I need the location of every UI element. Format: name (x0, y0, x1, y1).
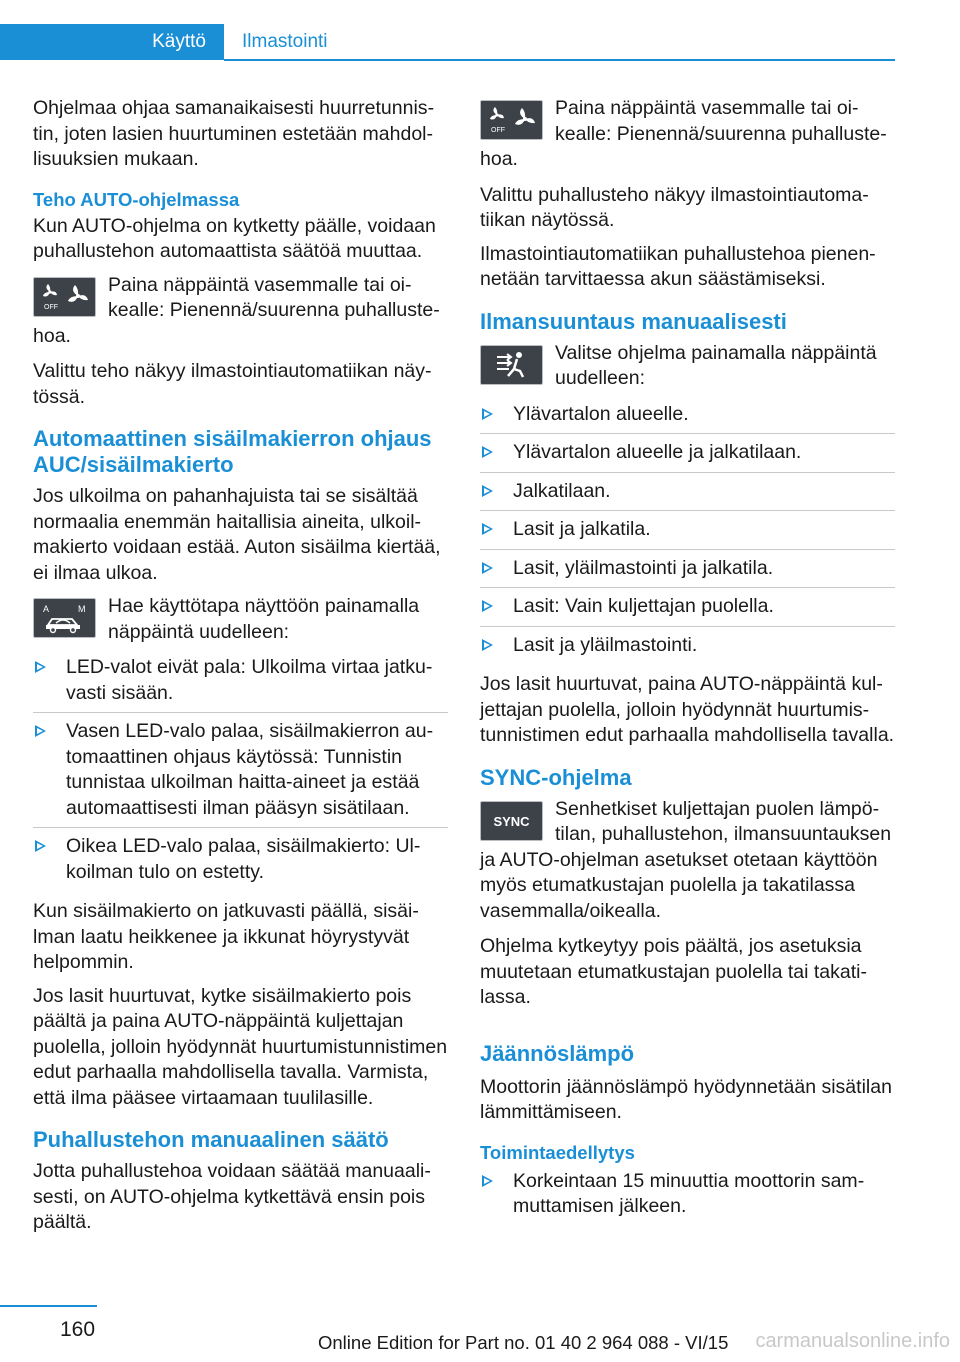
list-item: Lasit: Vain kuljettajan puolella. (480, 594, 895, 627)
footer-rule (0, 1305, 97, 1307)
page-number: 160 (60, 1318, 96, 1341)
triangle-bullet-icon (482, 639, 493, 651)
list-item: Lasit ja yläilmastointi. (480, 633, 895, 665)
list-item: Korkeintaan 15 minuuttia moottorin sammuttamisen jälkeen. (480, 1169, 895, 1226)
triangle-bullet-icon (482, 1175, 493, 1187)
button-instruction-fan (33, 273, 448, 350)
paragraph: Moottorin jäännöslämpö hyödynnetään sisätilan lämmittämiseen. (480, 1075, 892, 1123)
heading-ilmansuuntaus: Ilmansuuntaus manuaalisesti (480, 308, 787, 334)
triangle-bullet-icon (482, 485, 493, 497)
svg-text:SYNC: SYNC (493, 813, 530, 829)
triangle-bullet-icon (482, 408, 493, 420)
triangle-bullet-icon (482, 523, 493, 535)
list-item: Lasit ja jalkatila. (480, 517, 895, 550)
paragraph: Jotta puhallustehoa voidaan säätää manuaalisesti, on AUTO-ohjelma kytkettävä ensin pois päältä. (33, 1160, 431, 1233)
fan-off-icon (34, 278, 95, 316)
list-item: Ylävartalon alueelle ja jalkatilaan. (480, 440, 895, 473)
air-distribution-icon (481, 346, 542, 384)
subheading-teho: Teho AUTO-ohjelmassa (33, 188, 240, 210)
list-item: Lasit, yläilmastointi ja jalkatila. (480, 556, 895, 589)
watermark: carmanualsonline.info (755, 1330, 950, 1352)
paragraph: Jos ulkoilma on pahanhajuista tai se sisältää normaalia enemmän haitallisia aineita, ulkoilmakierto voidaan estää. Auton sisäilma kiertää, ei ilmaa ulkoa. (33, 485, 441, 584)
button-instruction-airflow (480, 341, 895, 392)
svg-text:M: M (78, 604, 86, 614)
recirc-instruction-text: Hae käyttötapa näyttöön painamalla näppäintä uudelleen: (108, 595, 420, 643)
sync-button-icon (481, 802, 542, 840)
paragraph: Jos lasit huurtuvat, paina AUTO-näppäintä kuljettajan puolella, jolloin hyödynnät huurtumistunnistimen edut parhaalla mahdollisella tavalla. (480, 673, 895, 746)
triangle-bullet-icon (35, 661, 46, 673)
svg-text:OFF: OFF (491, 127, 505, 134)
triangle-bullet-icon (482, 446, 493, 458)
list-item: Jalkatilaan. (480, 479, 895, 512)
list-item: Vasen LED-valo palaa, sisäilmakierron automaattinen ohjaus käytössä: Tunnistin tunnistaa ulkoilman haitta-aineet ja estää automaattisesti ilman pääsyn sisätilaan. (33, 719, 448, 828)
sync-button-image (480, 801, 543, 841)
triangle-bullet-icon (35, 840, 46, 852)
list-item: LED-valot eivät pala: Ulkoilma virtaa jatkuvasti sisään. (33, 655, 448, 713)
airflow-button-image (480, 345, 543, 385)
car-recirculation-icon (34, 599, 95, 637)
triangle-bullet-icon (35, 725, 46, 737)
left-column (33, 96, 448, 1244)
fan-off-icon (481, 101, 542, 139)
header-section-tab: Käyttö (0, 24, 224, 60)
svg-text:OFF: OFF (44, 303, 58, 311)
air-distribution-list (480, 402, 895, 665)
heading-jaannoslampo: Jäännöslämpö (480, 1040, 635, 1066)
button-instruction-fan-2 (480, 96, 895, 173)
header-subsection-tab: Ilmastointi (242, 31, 328, 52)
subheading-toimintaedellytys: Toimintaedellytys (480, 1141, 635, 1163)
condition-list (480, 1169, 895, 1226)
heading-sync: SYNC-ohjelma (480, 764, 632, 790)
svg-text:A: A (43, 604, 50, 614)
fan-button-image (480, 100, 543, 140)
right-column (480, 96, 895, 1234)
airflow-instruction-text: Valitse ohjelma painamalla näppäintä uudelleen: (555, 341, 877, 389)
paragraph: Kun sisäilmakierto on jatkuvasti päällä, sisäilman laatu heikkenee ja ikkunat höyrystyvät helpommin. (33, 900, 419, 973)
heading-puhallus: Puhallustehon manuaalinen säätö (33, 1127, 389, 1152)
edition-text: Online Edition for Part no. 01 40 2 964 088 - VI/15 (318, 1332, 729, 1353)
heading-auc: Automaattinen sisäilmakierron ohjaus AUC/sisäilmakierto (33, 426, 432, 477)
header-rule (224, 59, 895, 61)
paragraph: Valittu puhallusteho näkyy ilmastointiautomatiikan näytössä. (480, 183, 869, 231)
fan-button-image (33, 277, 96, 317)
triangle-bullet-icon (482, 562, 493, 574)
recirc-button-image (33, 598, 96, 638)
button-instruction-sync (480, 797, 895, 925)
list-item: Oikea LED-valo palaa, sisäilmakierto: Ulkoilman tulo on estetty. (33, 834, 448, 891)
button-instruction-recirc (33, 594, 448, 645)
paragraph: Kun AUTO-ohjelma on kytketty päälle, voidaan puhallustehon automaattista säätöä muuttaa. (33, 214, 436, 262)
paragraph: Ohjelma kytkeytyy pois päältä, jos asetuksia muutetaan etumatkustajan puolella tai takatilassa. (480, 935, 867, 1008)
recirc-mode-list (33, 655, 448, 891)
paragraph: Ohjelmaa ohjaa samanaikaisesti huurretunnistin, joten lasien huurtuminen estetään mahdollisuuksien mukaan. (33, 97, 435, 170)
fan-instruction-text: Paina näppäintä vasemmalle tai oikealle: Pienennä/suurenna puhallustehoa. (480, 97, 887, 170)
paragraph: Jos lasit huurtuvat, kytke sisäilmakierto pois päältä ja paina AUTO-näppäintä kuljettajan puolella, jolloin hyödynnät huurtumistunnistimen edut parhaalla mahdollisella tavalla. Varmista, että ilma pääsee virtaamaan tuulilasille. (33, 984, 448, 1109)
list-item: Ylävartalon alueelle. (480, 402, 895, 435)
sync-instruction-text: Senhetkiset kuljettajan puolen lämpötilan, puhallustehon, ilmansuuntauksen ja AUTO-ohjelman asetukset otetaan käyttöön myös etumatkustajan puolella ja takatilassa vasemmalla/oikealla. (480, 797, 892, 922)
page-header (0, 24, 895, 62)
triangle-bullet-icon (482, 600, 493, 612)
paragraph: Valittu teho näkyy ilmastointiautomatiikan näytössä. (33, 360, 432, 408)
fan-instruction-text: Paina näppäintä vasemmalle tai oikealle: Pienennä/suurenna puhallustehoa. (33, 273, 440, 347)
paragraph: Ilmastointiautomatiikan puhallustehoa pienennetään tarvittaessa akun säästämiseksi. (480, 242, 876, 290)
